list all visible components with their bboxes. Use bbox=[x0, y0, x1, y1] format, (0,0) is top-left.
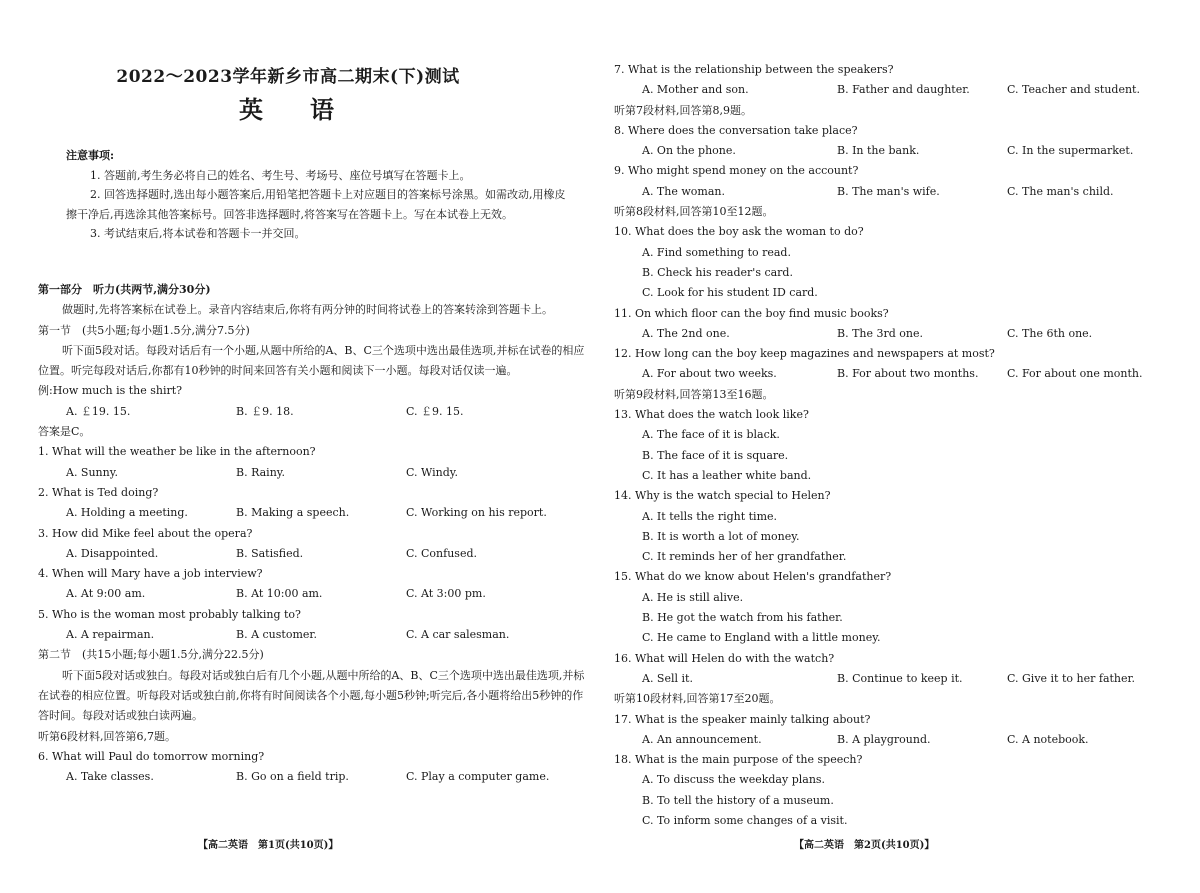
part1-body bbox=[38, 280, 588, 787]
page-footer-right: 【高二英语 第2页(共10页)】 bbox=[794, 840, 935, 851]
right-body bbox=[614, 60, 1174, 831]
option: B. A customer. bbox=[236, 628, 317, 642]
question: 5. Who is the woman most probably talking to? bbox=[38, 607, 301, 621]
options-row bbox=[614, 80, 1174, 100]
option: C. In the supermarket. bbox=[1007, 144, 1134, 158]
option: C. It reminds her of her grandfather. bbox=[642, 550, 847, 564]
exam-subject bbox=[38, 90, 538, 125]
option: B. In the bank. bbox=[837, 144, 920, 158]
option: B. For about two months. bbox=[837, 367, 979, 381]
question: 3. How did Mike feel about the opera? bbox=[38, 526, 253, 540]
question: 12. How long can the boy keep magazines and newspapers at most? bbox=[614, 347, 995, 361]
option: B. Continue to keep it. bbox=[837, 671, 963, 685]
material-label: 听第8段材料,回答第10至12题。 bbox=[614, 205, 774, 219]
option: C. To inform some changes of a visit. bbox=[642, 813, 848, 827]
question: 6. What will Paul do tomorrow morning? bbox=[38, 749, 265, 763]
notes-heading: 注意事项: bbox=[66, 149, 115, 162]
option: B. He got the watch from his father. bbox=[642, 611, 843, 625]
example-options bbox=[38, 402, 588, 422]
notes-block bbox=[66, 146, 566, 244]
subject-char-1: 英 bbox=[239, 95, 266, 124]
option: A. He is still alive. bbox=[642, 590, 744, 604]
options-row bbox=[614, 730, 1174, 750]
option: C. Look for his student ID card. bbox=[642, 286, 818, 300]
question: 9. Who might spend money on the account? bbox=[614, 164, 859, 178]
question: 16. What will Helen do with the watch? bbox=[614, 651, 835, 665]
note-item: 1. 答题前,考生务必将自己的姓名、考生号、考场号、座位号填写在答题卡上。 bbox=[90, 168, 471, 182]
option: B. To tell the history of a museum. bbox=[642, 793, 834, 807]
option: A. Disappointed. bbox=[66, 546, 159, 560]
options-row bbox=[38, 503, 588, 523]
option: B. ￡9. 18. bbox=[236, 404, 294, 418]
options-row bbox=[38, 544, 588, 564]
option: C. Teacher and student. bbox=[1007, 83, 1140, 97]
option: B. Making a speech. bbox=[236, 506, 350, 520]
option: C. The 6th one. bbox=[1007, 326, 1093, 340]
section2-heading: 第二节 (共15小题;每小题1.5分,满分22.5分) bbox=[38, 648, 264, 662]
option: B. At 10:00 am. bbox=[236, 587, 323, 601]
option: B. The 3rd one. bbox=[837, 326, 924, 340]
example-question: 例:How much is the shirt? bbox=[38, 384, 183, 398]
option: A. The woman. bbox=[642, 184, 725, 198]
option: A. Sunny. bbox=[66, 465, 118, 479]
option: C. ￡9. 15. bbox=[406, 404, 464, 418]
option: A. Sell it. bbox=[642, 671, 693, 685]
option: C. At 3:00 pm. bbox=[406, 587, 486, 601]
option: C. A car salesman. bbox=[406, 628, 510, 642]
question: 15. What do we know about Helen's grandfather? bbox=[614, 570, 892, 584]
option: A. To discuss the weekday plans. bbox=[642, 773, 826, 787]
material-6-label: 听第6段材料,回答第6,7题。 bbox=[38, 729, 176, 743]
section1-intro: 听下面5段对话。每段对话后有一个小题,从题中所给的A、B、C三个选项中选出最佳选项,并标在试卷的相应位置。听完每段对话后,你都有10秒钟的时间来回答有关小题和阅读下一小题。每段对话仅读一遍。 bbox=[38, 343, 585, 378]
part1-heading: 第一部分 听力(共两节,满分30分) bbox=[38, 283, 211, 296]
option: A. The 2nd one. bbox=[642, 326, 730, 340]
section2-intro: 听下面5段对话或独白。每段对话或独白后有几个小题,从题中所给的A、B、C三个选项中选出最佳选项,并标在试卷的相应位置。听每段对话或独白前,你将有时间阅读各个小题,每小题5秒钟;听完后,各小题将给出5秒钟的作答时间。每段对话或独白读两遍。 bbox=[38, 668, 585, 723]
option: A. The face of it is black. bbox=[642, 428, 780, 442]
option: C. It has a leather white band. bbox=[642, 468, 812, 482]
material-label: 听第10段材料,回答第17至20题。 bbox=[614, 692, 781, 706]
option: C. Working on his report. bbox=[406, 506, 547, 520]
options-row bbox=[38, 625, 588, 645]
options-row bbox=[614, 141, 1174, 161]
subject-char-2: 语 bbox=[310, 95, 337, 124]
option: A. Mother and son. bbox=[642, 83, 749, 97]
note-item: 2. 回答选择题时,选出每小题答案后,用铅笔把答题卡上对应题目的答案标号涂黑。如需改动,用橡皮擦干净后,再选涂其他答案标号。回答非选择题时,将答案写在答题卡上。写在本试卷上无效。 bbox=[66, 188, 566, 221]
option: C. Windy. bbox=[406, 465, 459, 479]
option: A. Take classes. bbox=[66, 770, 154, 784]
option: C. He came to England with a little money. bbox=[642, 631, 881, 645]
options-row bbox=[38, 584, 588, 604]
question: 13. What does the watch look like? bbox=[614, 408, 809, 422]
part1-intro: 做题时,先将答案标在试卷上。录音内容结束后,你将有两分钟的时间将试卷上的答案转涂到答题卡上。 bbox=[62, 303, 553, 317]
option: B. Go on a field trip. bbox=[236, 770, 349, 784]
exam-title: 2022～2023学年新乡市高二期末(下)测试 bbox=[116, 67, 460, 87]
question: 18. What is the main purpose of the speech? bbox=[614, 753, 863, 767]
option: C. Play a computer game. bbox=[406, 770, 550, 784]
left-page bbox=[38, 0, 588, 893]
question: 14. Why is the watch special to Helen? bbox=[614, 489, 831, 503]
option: A. ￡19. 15. bbox=[66, 404, 131, 418]
option: A. An announcement. bbox=[642, 732, 762, 746]
options-row bbox=[614, 669, 1174, 689]
options-row bbox=[614, 182, 1174, 202]
note-item: 3. 考试结束后,将本试卷和答题卡一并交回。 bbox=[90, 227, 306, 240]
question: 7. What is the relationship between the speakers? bbox=[614, 63, 894, 76]
option: B. The face of it is square. bbox=[642, 448, 789, 462]
option: B. Rainy. bbox=[236, 465, 286, 479]
option: C. Give it to her father. bbox=[1007, 671, 1136, 685]
option: C. Confused. bbox=[406, 546, 477, 560]
option: C. For about one month. bbox=[1007, 367, 1143, 381]
options-row bbox=[614, 324, 1174, 344]
material-label: 听第7段材料,回答第8,9题。 bbox=[614, 103, 752, 117]
option: B. It is worth a lot of money. bbox=[642, 529, 800, 543]
right-page bbox=[614, 0, 1174, 893]
option: B. A playground. bbox=[837, 732, 931, 746]
option: A. Find something to read. bbox=[642, 245, 791, 259]
option: B. Check his reader's card. bbox=[642, 265, 793, 279]
option: A. A repairman. bbox=[66, 628, 155, 642]
option: B. Satisfied. bbox=[236, 546, 304, 560]
option: C. A notebook. bbox=[1007, 732, 1089, 746]
example-answer: 答案是C。 bbox=[38, 425, 91, 439]
option: A. On the phone. bbox=[642, 144, 736, 158]
option: B. The man's wife. bbox=[837, 184, 940, 198]
option: A. Holding a meeting. bbox=[66, 506, 188, 520]
options-row bbox=[614, 364, 1174, 384]
section1-heading: 第一节 (共5小题;每小题1.5分,满分7.5分) bbox=[38, 323, 250, 337]
question: 10. What does the boy ask the woman to do? bbox=[614, 225, 864, 239]
option: C. The man's child. bbox=[1007, 184, 1114, 198]
options-row bbox=[38, 767, 588, 787]
question: 1. What will the weather be like in the afternoon? bbox=[38, 445, 316, 459]
question: 8. Where does the conversation take place? bbox=[614, 123, 858, 137]
question: 4. When will Mary have a job interview? bbox=[38, 567, 263, 581]
question: 2. What is Ted doing? bbox=[38, 485, 159, 499]
question: 11. On which floor can the boy find music books? bbox=[614, 306, 889, 320]
options-row bbox=[38, 463, 588, 483]
material-label: 听第9段材料,回答第13至16题。 bbox=[614, 387, 774, 401]
option: A. It tells the right time. bbox=[642, 509, 778, 523]
page-footer-left: 【高二英语 第1页(共10页)】 bbox=[198, 840, 339, 851]
question: 17. What is the speaker mainly talking about? bbox=[614, 712, 871, 726]
option: A. For about two weeks. bbox=[642, 367, 777, 381]
option: A. At 9:00 am. bbox=[66, 587, 146, 601]
option: B. Father and daughter. bbox=[837, 83, 970, 97]
